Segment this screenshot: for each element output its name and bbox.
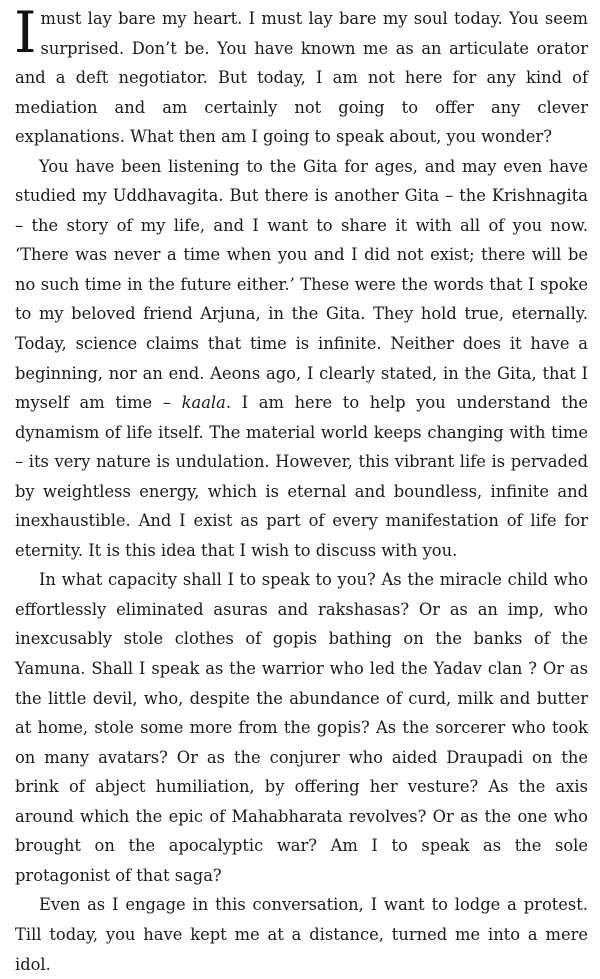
paragraph-4-text: Even as I engage in this conversation, I want to lodge a protest. Till today, you have kept me at a distance, turned me into a mere idol. (15, 895, 588, 974)
paragraph-2-text-before-italic: You have been listening to the Gita for ages, and may even have studied my Uddhavagita. But there is another Gita – the Krishnagita – the story of my life, and I want to share it with all of you now. ‘There was never a time when you and I did not exist; there will be no such time in the future either.’ These were the words that I spoke to my beloved friend Arjuna, in the Gita. They hold true, eternally. Today, science claims that time is infinite. Neither does it have a beginning, nor an end. Aeons ago, I clearly stated, in the Gita, that I myself am time – (15, 156, 588, 413)
drop-cap-letter: I (14, 0, 37, 66)
paragraph-2 (15, 152, 588, 566)
italic-term-kaala: kaala (181, 393, 226, 413)
paragraph-1-text: must lay bare my heart. I must lay bare my soul today. You seem surprised. Don’t be. You have known me as an articulate orator and a deft negotiator. But today, I am not here for any kind of mediation and am certainly not going to offer any clever explanations. What then am I going to speak about, you wonder? (15, 9, 588, 147)
paragraph-2-text-after-italic: . I am here to help you understand the dynamism of life itself. The material world keeps changing with time – its very nature is undulation. However, this vibrant life is pervaded by weightless energy, which is eternal and boundless, infinite and inexhaustible. And I exist as part of every manifestation of life for eternity. It is this idea that I wish to discuss with you. (15, 393, 588, 560)
paragraph-4 (15, 890, 588, 979)
paragraph-3-text: In what capacity shall I to speak to you? As the miracle child who effortlessly eliminated asuras and rakshasas? Or as an imp, who inexcusably stole clothes of gopis bathing on the banks of the Yamuna. Shall I speak as the warrior who led the Yadav clan ? Or as the little devil, who, despite the abundance of curd, milk and butter at home, stole some more from the gopis? As the sorcerer who took on many avatars? Or as the conjurer who aided Draupadi on the brink of abject humiliation, by offering her vesture? As the axis around which the epic of Mahabharata revolves? Or as the one who brought on the apocalyptic war? Am I to speak as the sole protagonist of that saga? (15, 570, 588, 885)
paragraph-1 (14, 0, 588, 152)
paragraph-3 (15, 565, 588, 890)
